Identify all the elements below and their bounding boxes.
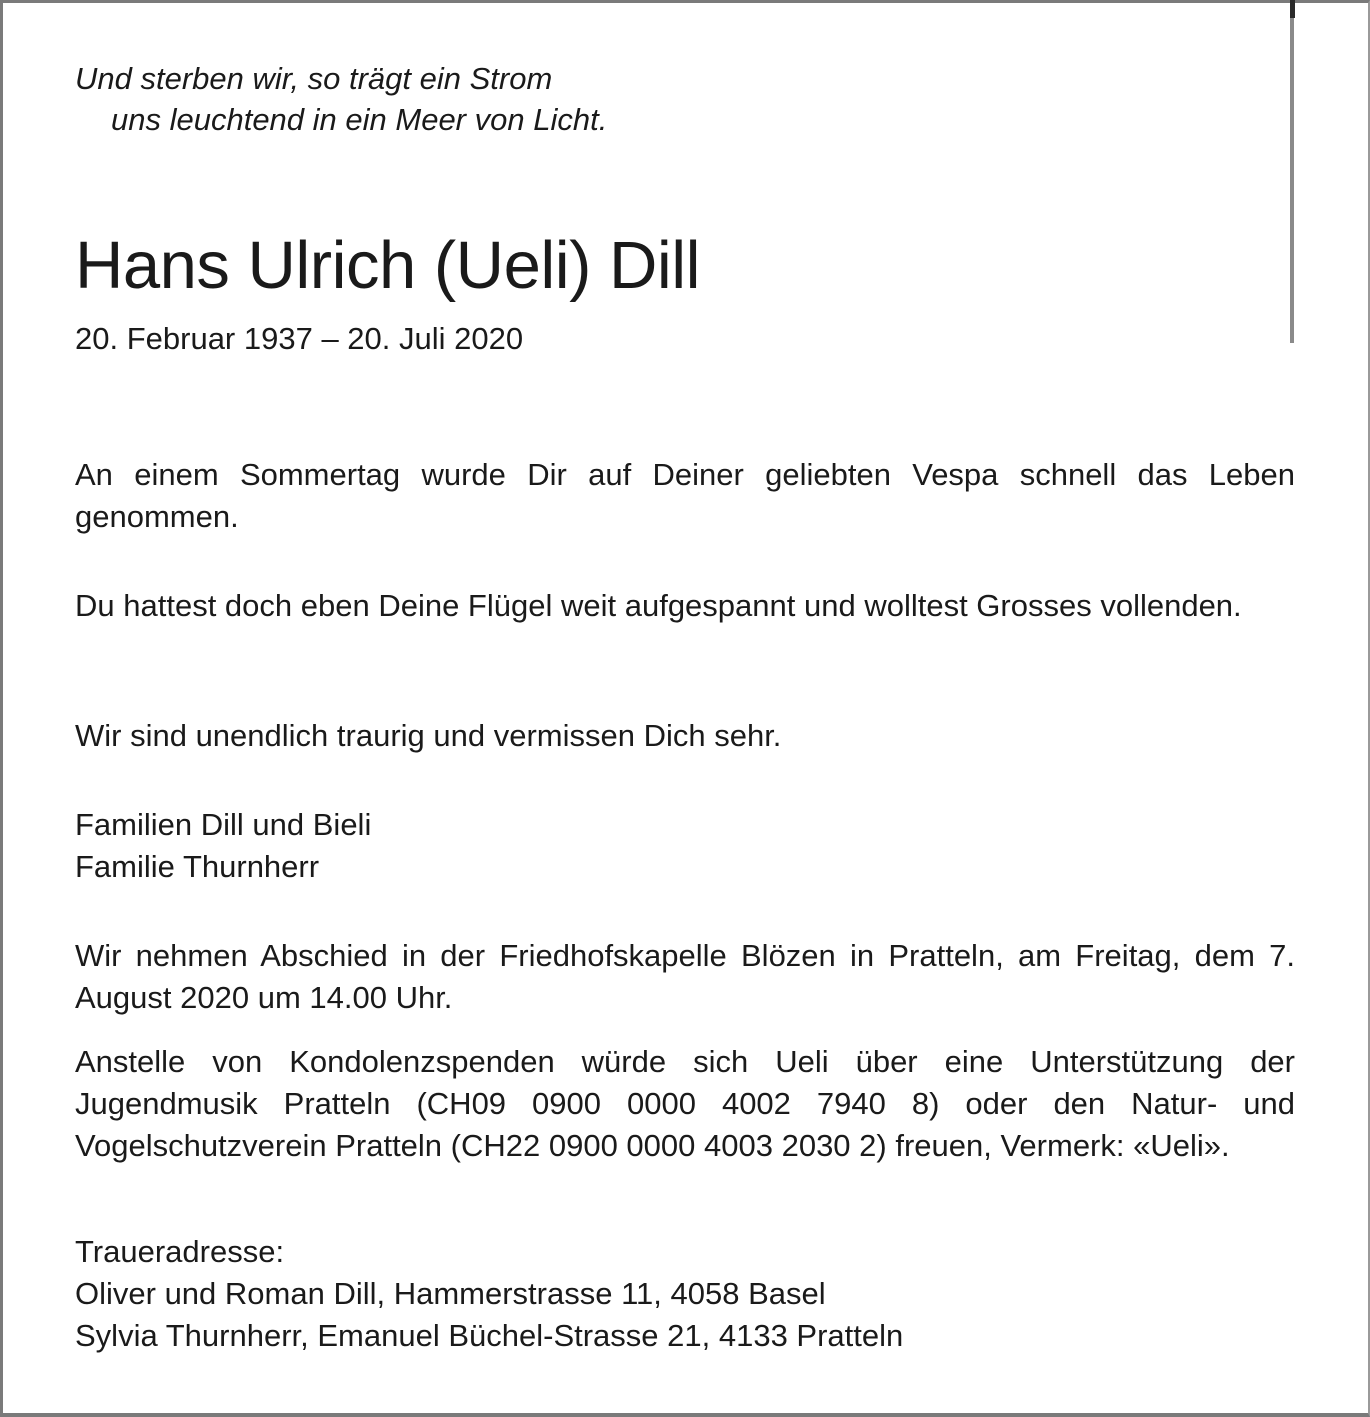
poem-line-2: uns leuchtend in ein Meer von Licht. [111, 102, 608, 137]
side-rule-tick [1290, 0, 1295, 18]
mourning-families [75, 804, 371, 888]
paragraph-traurig: Wir sind unendlich traurig und vermissen Dich sehr. [75, 718, 782, 753]
poem-line-1: Und sterben wir, so trägt ein Strom [75, 61, 553, 96]
donation-notice: Anstelle von Kondolenzspenden würde sich Ueli über eine Unterstützung der Jugendmusik Pratteln (CH09 0900 0000 4002 7940 8) oder den Natur- und Vogelschutzverein Pratteln (CH22 0900 0000 4003 2030 2) freuen, Vermerk: «Ueli». [75, 1044, 1295, 1163]
life-dates: 20. Februar 1937 – 20. Juli 2020 [75, 321, 524, 356]
address-label: Traueradresse: [75, 1234, 285, 1269]
farewell-notice: Wir nehmen Abschied in der Friedhofskapelle Blözen in Pratteln, am Freitag, dem 7. August 2020 um 14.00 Uhr. [75, 938, 1295, 1015]
family-line-2: Familie Thurnherr [75, 849, 320, 884]
paragraph-sommertag: An einem Sommertag wurde Dir auf Deiner geliebten Vespa schnell das Leben genommen. [75, 457, 1295, 534]
address-line-1: Oliver und Roman Dill, Hammerstrasse 11, 4058 Basel [75, 1276, 826, 1311]
mourning-address [75, 1231, 903, 1357]
poem-verse [75, 58, 607, 140]
family-line-1: Familien Dill und Bieli [75, 807, 372, 842]
side-rule [1290, 0, 1294, 343]
paragraph-fluegel: Du hattest doch eben Deine Flügel weit aufgespannt und wolltest Grosses vollenden. [75, 588, 1242, 623]
address-line-2: Sylvia Thurnherr, Emanuel Büchel-Strasse 21, 4133 Pratteln [75, 1318, 904, 1353]
deceased-name: Hans Ulrich (Ueli) Dill [75, 228, 701, 303]
